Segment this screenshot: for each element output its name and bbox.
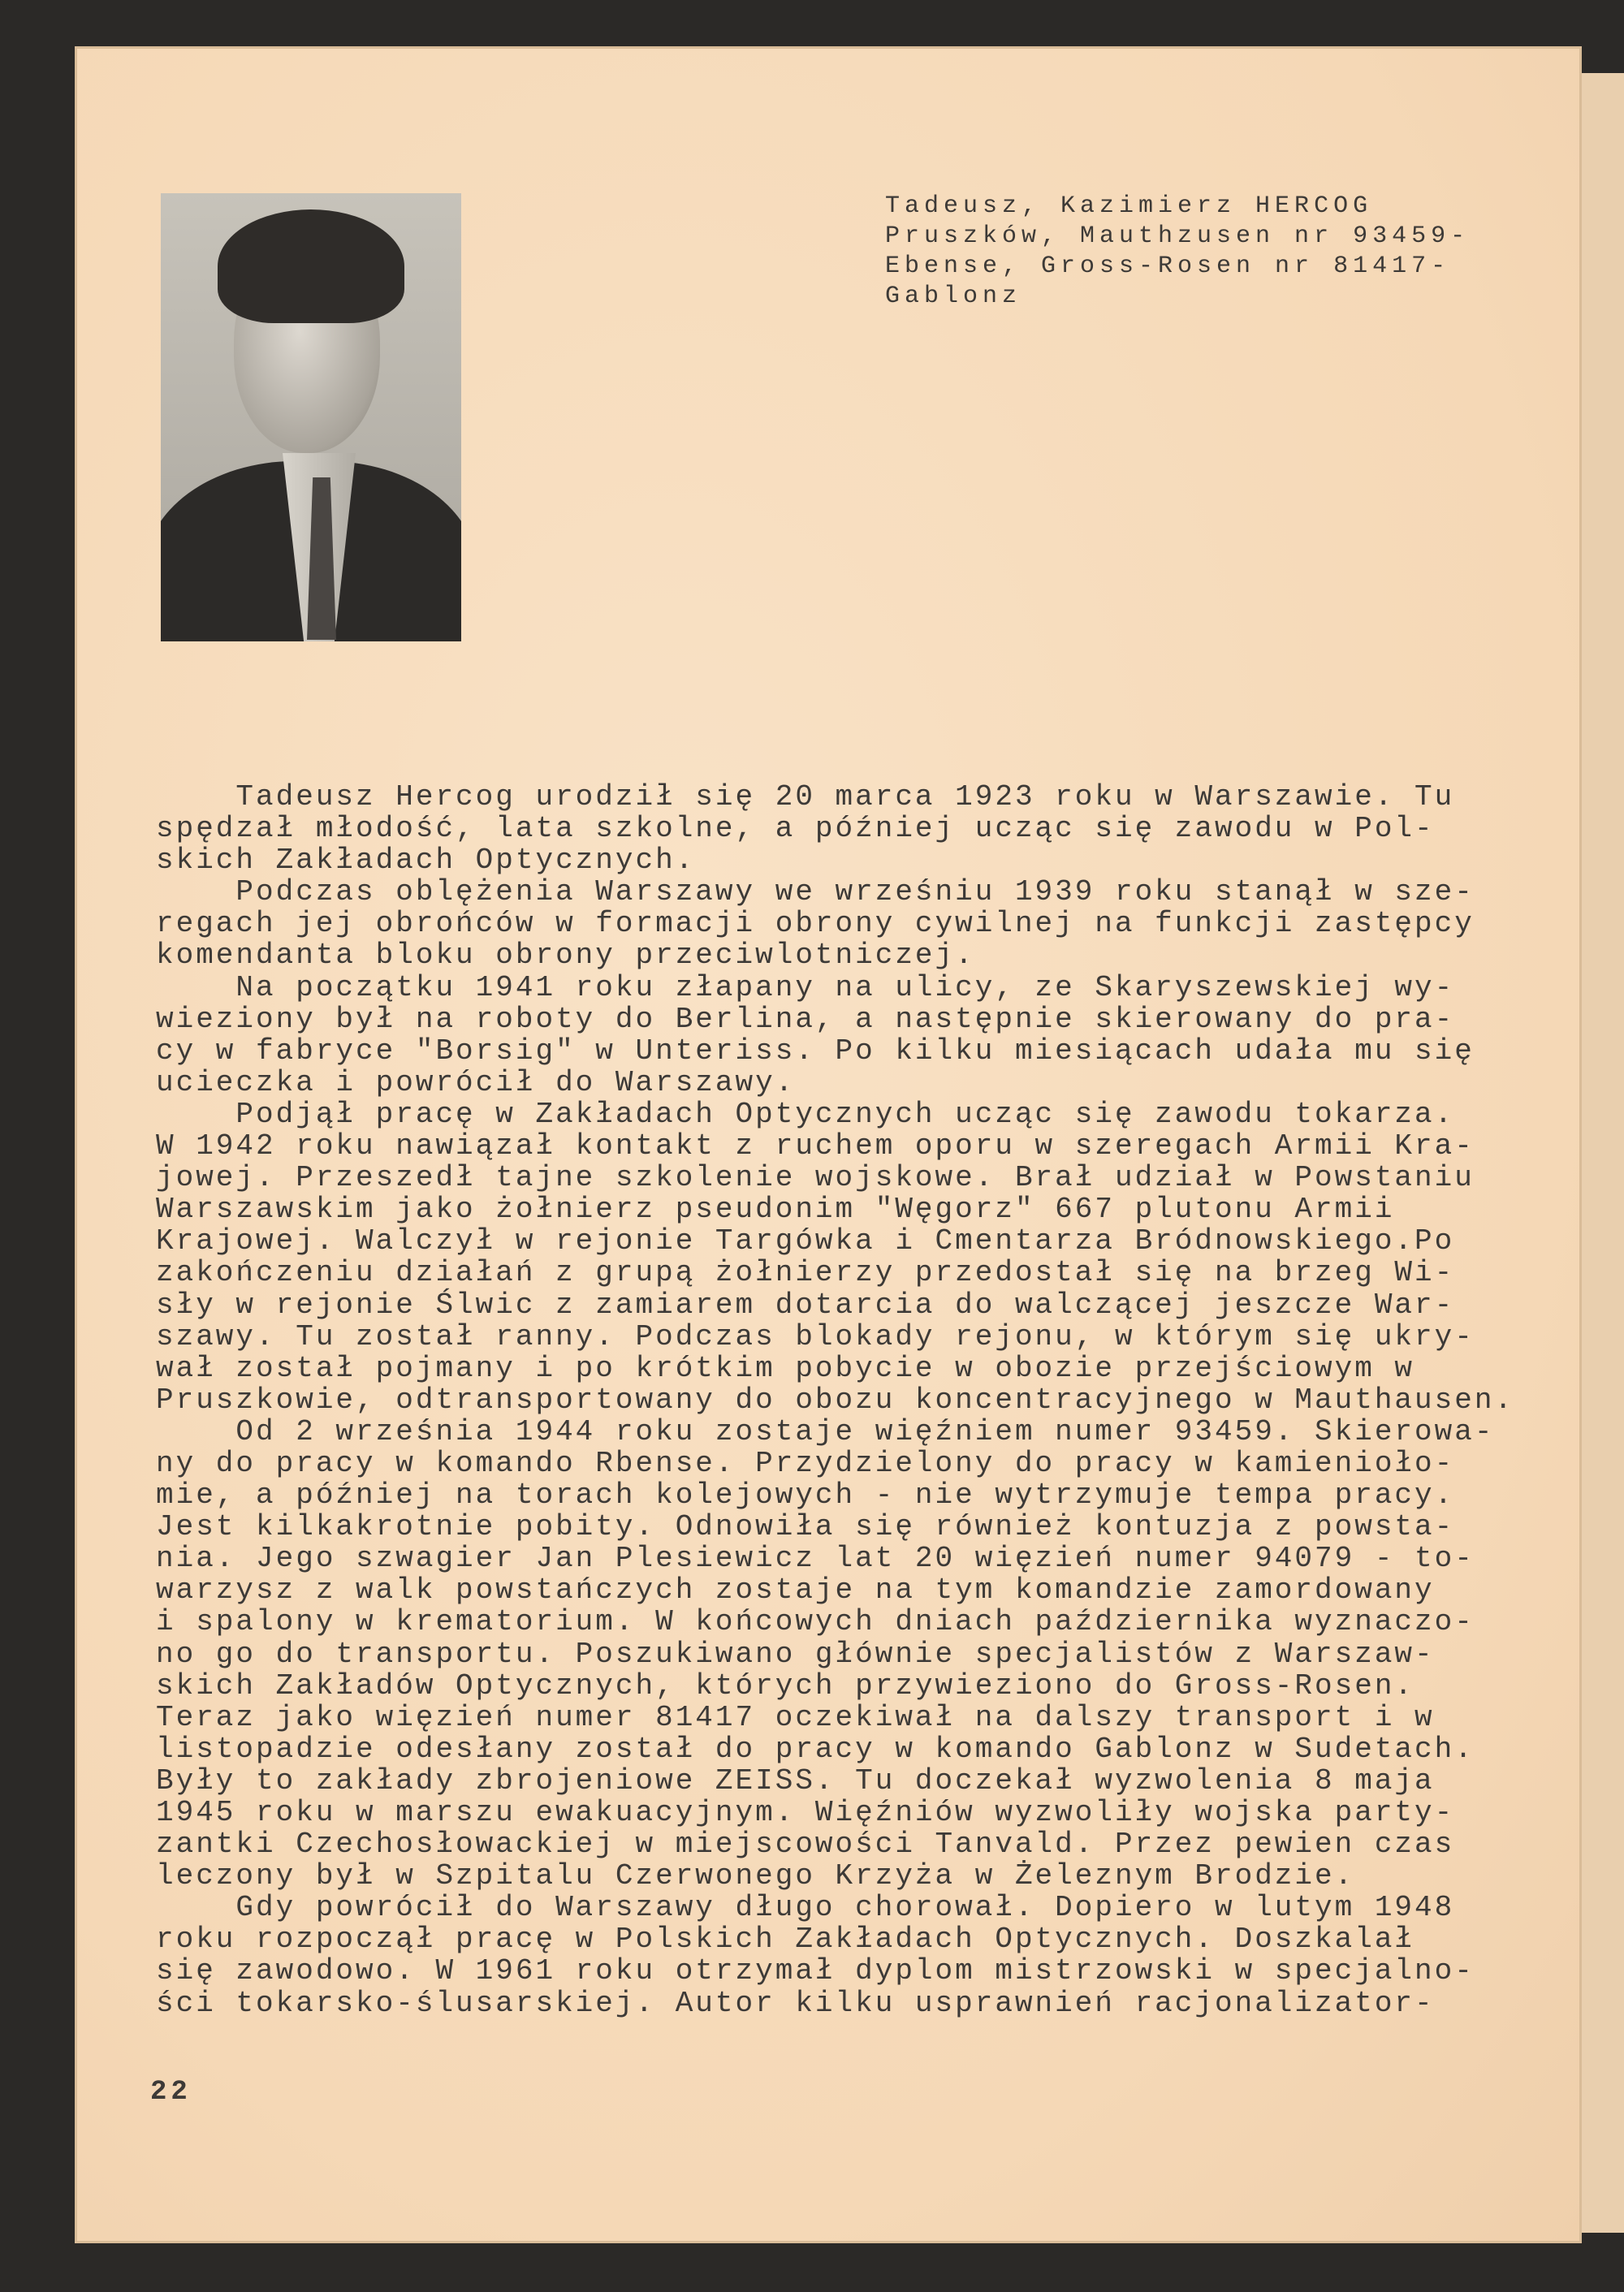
text-line: nia. Jego szwagier Jan Plesiewicz lat 20 więzień numer 94079 - to-: [156, 1542, 1475, 1576]
text-line: się zawodowo. W 1961 roku otrzymał dyplom mistrzowski w specjalno-: [156, 1954, 1475, 1988]
text-line: spędzał młodość, lata szkolne, a później ucząc się zawodu w Pol-: [156, 812, 1435, 846]
text-line: Gdy powrócił do Warszawy długo chorował. Dopiero w lutym 1948: [156, 1891, 1455, 1925]
text-line: szawy. Tu został ranny. Podczas blokady rejonu, w którym się ukry-: [156, 1319, 1475, 1353]
header-line: Ebense, Gross-Rosen nr 81417-: [885, 253, 1451, 280]
header-line: Pruszków, Mauthzusen nr 93459-: [885, 222, 1471, 250]
text-line: jowej. Przeszedł tajne szkolenie wojskowe. Brał udział w Powstaniu: [156, 1161, 1475, 1195]
text-line: Teraz jako więzień numer 81417 oczekiwał na dalszy transport i w: [156, 1700, 1435, 1734]
text-line: cy w fabryce "Borsig" w Unteriss. Po kilku miesiącach udała mu się: [156, 1034, 1475, 1068]
text-line: Tadeusz Hercog urodził się 20 marca 1923 roku w Warszawie. Tu: [156, 780, 1455, 814]
text-line: skich Zakładach Optycznych.: [156, 844, 696, 878]
photo-hair: [218, 209, 404, 323]
text-line: Na początku 1941 roku złapany na ulicy, ze Skaryszewskiej wy-: [156, 970, 1455, 1004]
text-line: leczony był w Szpitalu Czerwonego Krzyża w Żeleznym Brodzie.: [156, 1859, 1355, 1893]
person-header: [885, 192, 1470, 312]
header-line: Gablonz: [885, 283, 1022, 310]
text-line: 1945 roku w marszu ewakuacyjnym. Więźniów wyzwoliły wojska party-: [156, 1796, 1455, 1829]
text-line: i spalony w krematorium. W końcowych dniach października wyznaczo-: [156, 1605, 1475, 1639]
text-line: zakończeniu działań z grupą żołnierzy przedostał się na brzeg Wi-: [156, 1256, 1455, 1290]
text-line: ucieczka i powrócił do Warszawy.: [156, 1065, 796, 1099]
text-line: Podjął pracę w Zakładach Optycznych ucząc się zawodu tokarza.: [156, 1097, 1455, 1131]
text-line: warzysz z walk powstańczych zostaje na tym komandzie zamordowany: [156, 1573, 1435, 1608]
page-number: 22: [150, 2077, 192, 2108]
header-line: Tadeusz, Kazimierz HERCOG: [885, 192, 1373, 220]
text-line: no go do transportu. Poszukiwano głównie specjalistów z Warszaw-: [156, 1637, 1435, 1671]
text-line: skich Zakładów Optycznych, których przywieziono do Gross-Rosen.: [156, 1668, 1415, 1703]
text-line: Od 2 września 1944 roku zostaje więźniem numer 93459. Skierowa-: [156, 1414, 1495, 1448]
text-line: ny do pracy w komando Rbense. Przydzielony do pracy w kamienioło-: [156, 1446, 1455, 1480]
text-line: wieziony był na roboty do Berlina, a następnie skierowany do pra-: [156, 1002, 1455, 1036]
text-line: Krajowej. Walczył w rejonie Targówka i Cmentarza Bródnowskiego.Po: [156, 1224, 1455, 1258]
text-line: roku rozpoczął pracę w Polskich Zakładach Optycznych. Doszkalał: [156, 1923, 1415, 1957]
text-line: listopadzie odesłany został do pracy w komando Gablonz w Sudetach.: [156, 1732, 1475, 1766]
text-line: ści tokarsko-ślusarskiej. Autor kilku usprawnień racjonalizator-: [156, 1986, 1435, 2020]
text-line: Jest kilkakrotnie pobity. Odnowiła się również kontuzja z powsta-: [156, 1510, 1455, 1544]
text-line: regach jej obrońców w formacji obrony cywilnej na funkcji zastępcy: [156, 907, 1475, 941]
text-line: zantki Czechosłowackiej w miejscowości Tanvald. Przez pewien czas: [156, 1828, 1455, 1862]
next-page-edge: [1582, 73, 1624, 2233]
text-line: Podczas oblężenia Warszawy we wrześniu 1939 roku stanął w sze-: [156, 875, 1475, 909]
text-line: wał został pojmany i po krótkim pobycie w obozie przejściowym w: [156, 1351, 1415, 1385]
biography-text: [156, 781, 1577, 2019]
text-line: komendanta bloku obrony przeciwlotniczej.: [156, 939, 975, 973]
text-line: Były to zakłady zbrojeniowe ZEISS. Tu doczekał wyzwolenia 8 maja: [156, 1763, 1435, 1798]
text-line: sły w rejonie Ślwic z zamiarem dotarcia do walczącej jeszcze War-: [156, 1288, 1455, 1322]
text-line: W 1942 roku nawiązał kontakt z ruchem oporu w szeregach Armii Kra-: [156, 1129, 1475, 1163]
text-line: Pruszkowie, odtransportowany do obozu koncentracyjnego w Mauthausen.: [156, 1383, 1515, 1417]
portrait-photo: [161, 193, 461, 641]
text-line: Warszawskim jako żołnierz pseudonim "Węgorz" 667 plutonu Armii: [156, 1193, 1395, 1227]
text-line: mie, a później na torach kolejowych - nie wytrzymuje tempa pracy.: [156, 1478, 1455, 1513]
